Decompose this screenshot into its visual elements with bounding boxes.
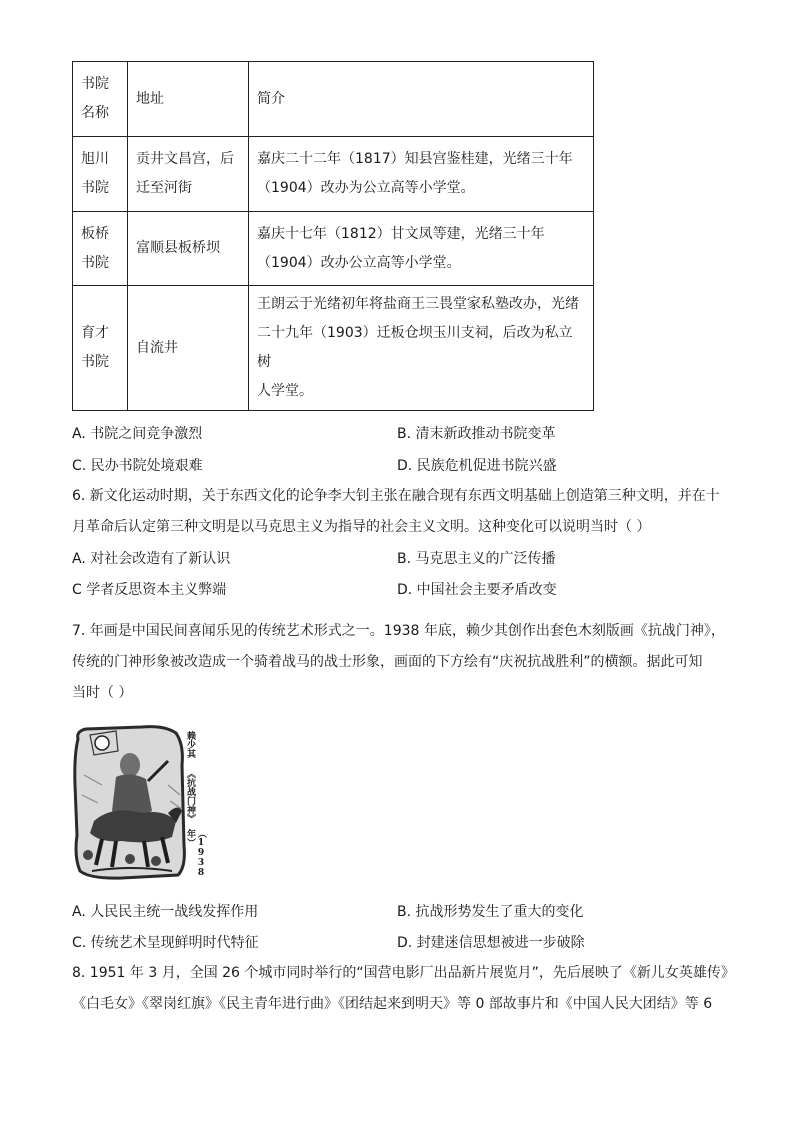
q6-option-d[interactable]: D. 中国社会主要矛盾改变 [397,582,557,598]
q6-option-c[interactable]: C 学者反思资本主义弊端 [72,582,227,598]
q6-option-b[interactable]: B. 马克思主义的广泛传播 [397,551,556,567]
academy-intro: 王朗云于光绪初年将盐商王三畏堂家私塾改办，光绪 二十九年（1903）迁板仓坝玉川支祠，后改为私立树 人学堂。 [249,286,594,411]
academy-name: 育才 书院 [73,286,128,411]
q8-stem: 8. 1951 年 3 月，全国 26 个城市同时举行的“国营电影厂出品新片展览月”，先后展映了《新儿女英雄传》 《白毛女》《翠岗红旗》《民主青年进行曲》《团结起来到明天》等 0 部故事片和《中国人民大团结》等 6 [72,965,735,1012]
woodcut-caption: 赖少其 《抗战门神》 （1938 年） [185,731,206,878]
header-address: 地址 [128,62,249,137]
q7-option-c[interactable]: C. 传统艺术呈现鲜明时代特征 [72,935,259,951]
academy-intro: 嘉庆二十二年（1817）知县宫鉴桂建，光绪三十年 （1904）改办为公立高等小学堂。 [249,137,594,212]
academy-address: 富顺县板桥坝 [128,212,249,286]
academy-name: 板桥 书院 [73,212,128,286]
academy-address: 贡井文昌宫，后 迁至河街 [128,137,249,212]
q5-option-d[interactable]: D. 民族危机促进书院兴盛 [397,458,557,474]
q5-option-b[interactable]: B. 清末新政推动书院变革 [397,426,556,442]
q6-stem: 6. 新文化运动时期，关于东西文化的论争李大钊主张在融合现有东西文明基础上创造第三种文明，并在十 月革命后认定第三种文明是以马克思主义为指导的社会主义文明。这种变化可以说明当时（ ） [72,488,720,535]
table-header-row [73,62,594,137]
q7-stem: 7. 年画是中国民间喜闻乐见的传统艺术形式之一。1938 年底，赖少其创作出套色木刻版画《抗战门神》， 传统的门神形象被改造成一个骑着战马的战士形象，画面的下方绘有“庆祝抗战胜利”的横额。据此可知 当时（ ） [72,623,725,701]
q5-option-a[interactable]: A. 书院之间竞争激烈 [72,426,203,442]
table-row [73,286,594,411]
header-intro: 简介 [249,62,594,137]
table-row [73,212,594,286]
academy-intro: 嘉庆十七年（1812）甘文凤等建，光绪三十年 （1904）改办公立高等小学堂。 [249,212,594,286]
woodcut-illustration [72,725,200,881]
academy-name: 旭川 书院 [73,137,128,212]
academy-address: 自流井 [128,286,249,411]
table-row [73,137,594,212]
academy-table [72,61,594,411]
header-name: 书院 名称 [73,62,128,137]
q7-option-b[interactable]: B. 抗战形势发生了重大的变化 [397,904,584,920]
q6-option-a[interactable]: A. 对社会改造有了新认识 [72,551,231,567]
q7-option-d[interactable]: D. 封建迷信思想被进一步破除 [397,935,585,951]
woodcut-print-image [72,725,206,881]
q7-option-a[interactable]: A. 人民民主统一战线发挥作用 [72,904,259,920]
q5-option-c[interactable]: C. 民办书院处境艰难 [72,458,203,474]
